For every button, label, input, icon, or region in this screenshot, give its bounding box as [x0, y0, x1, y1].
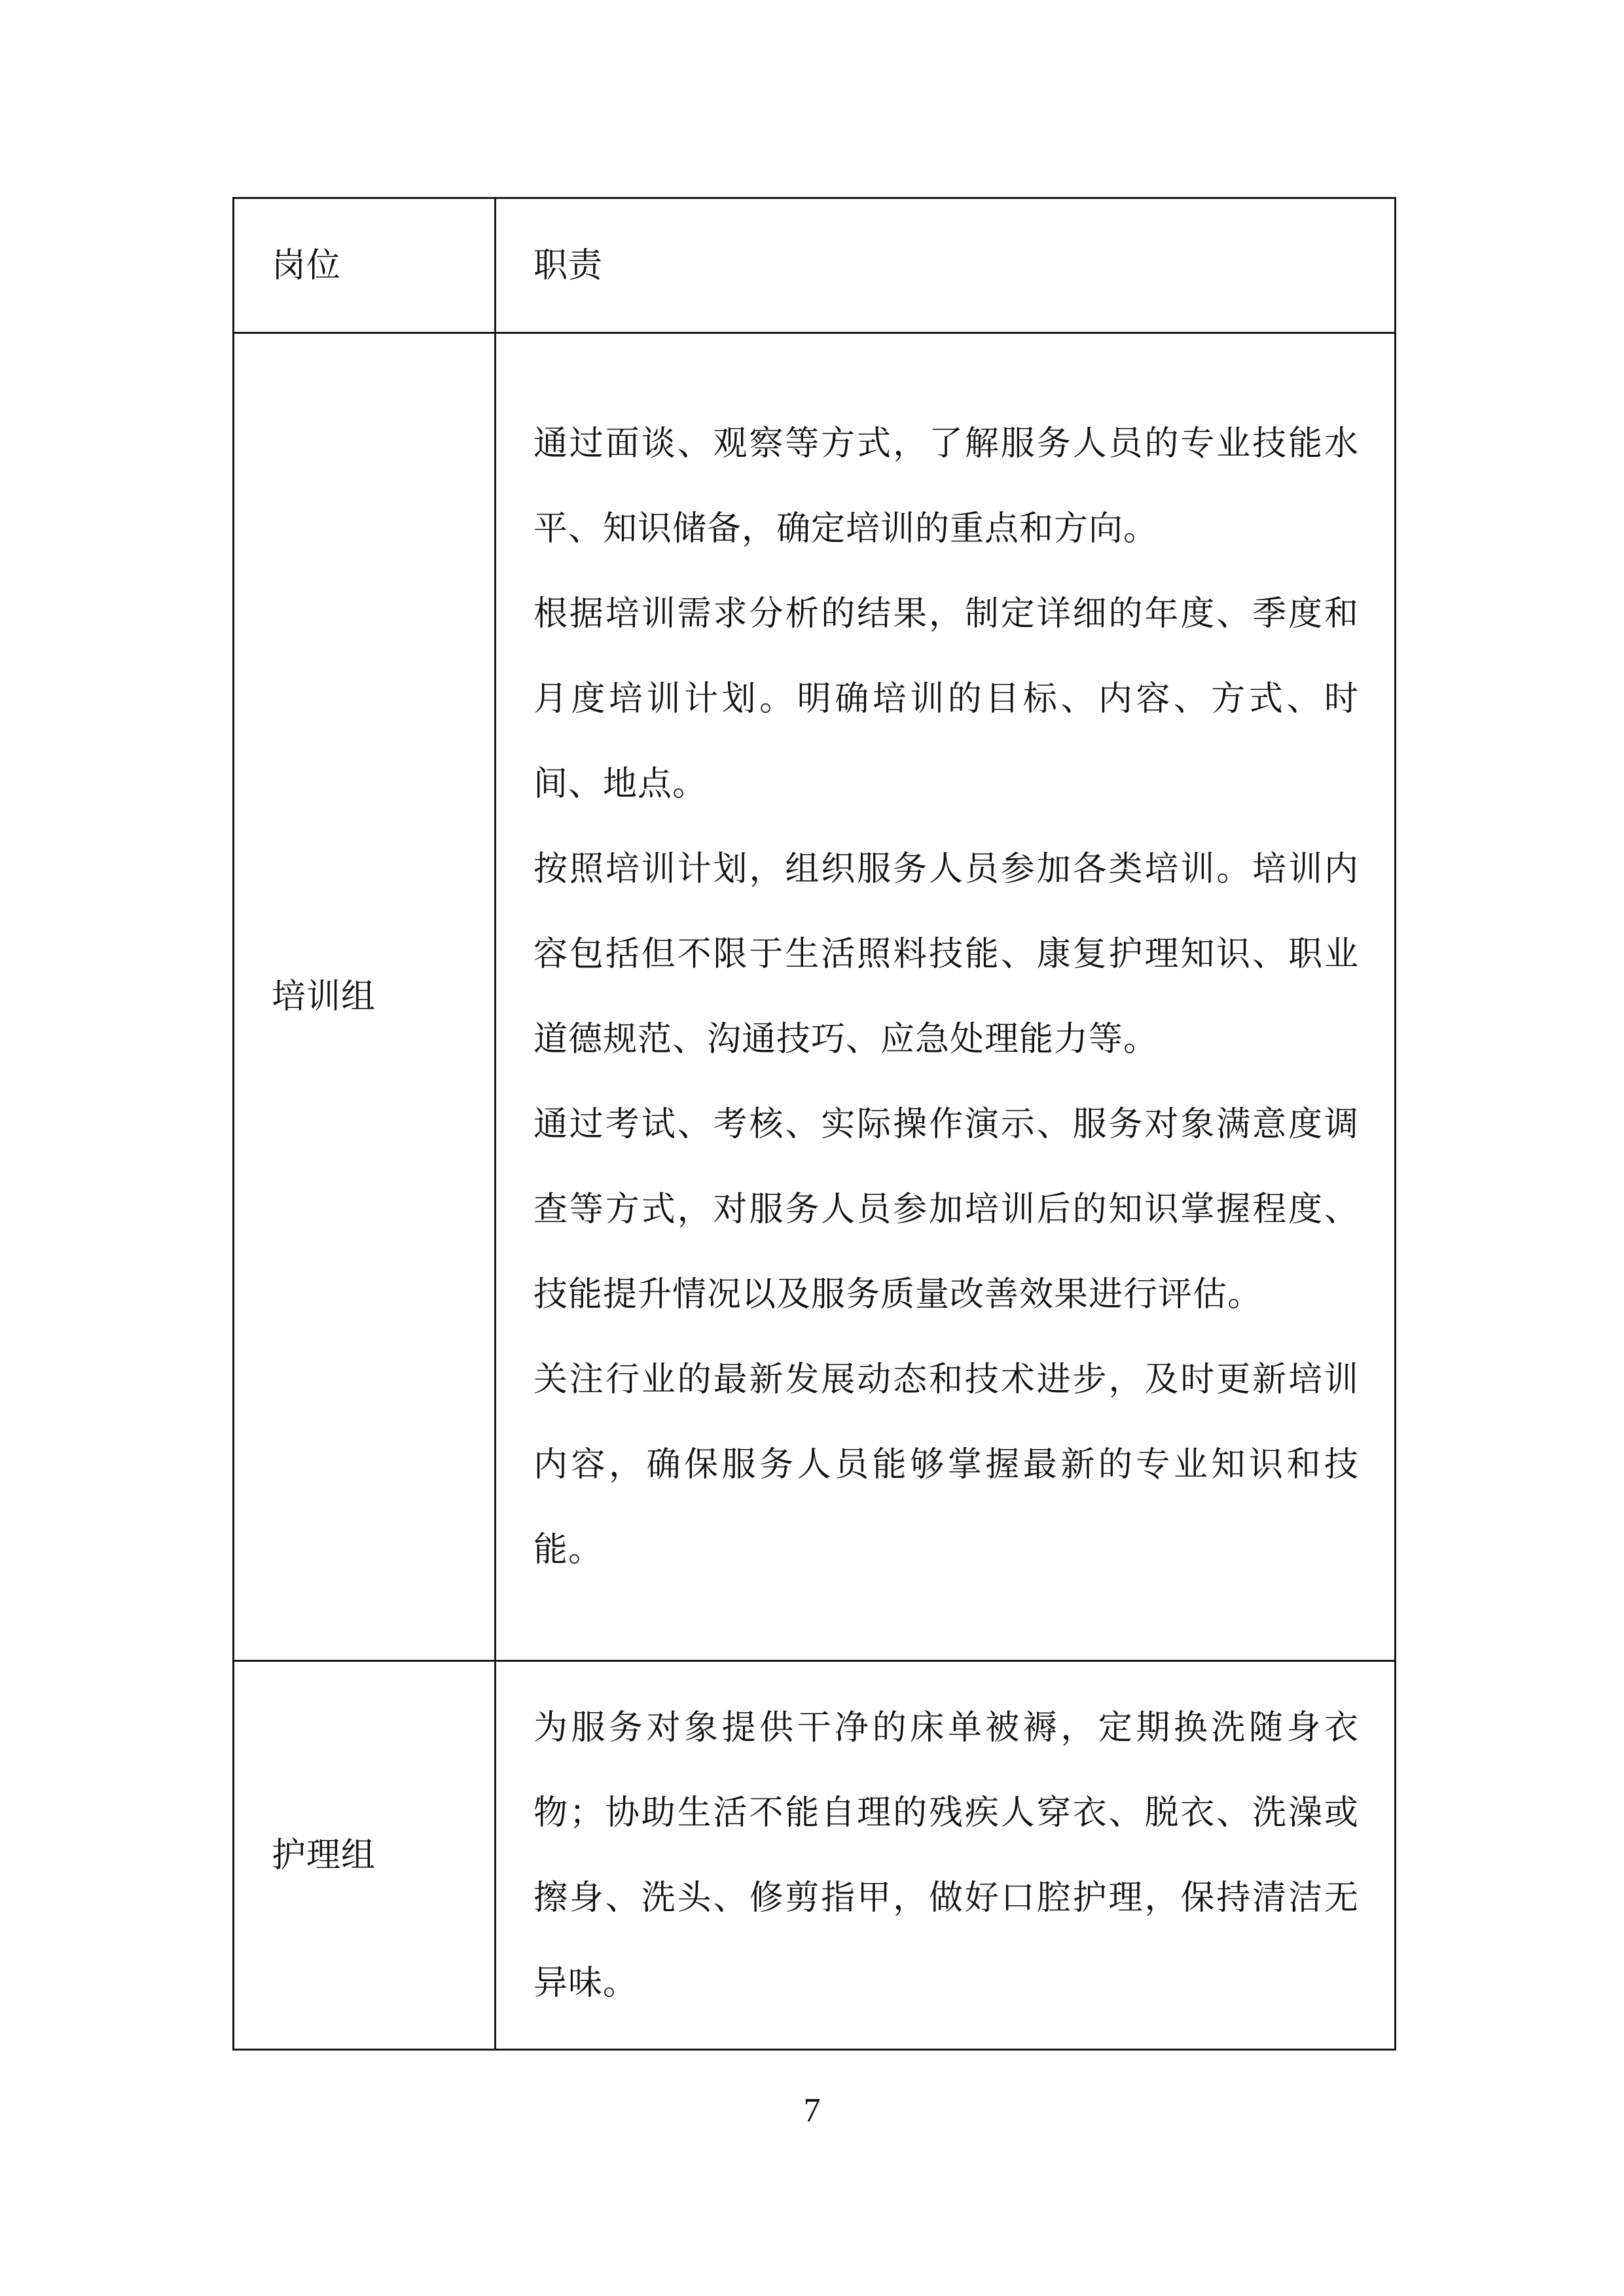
duty-paragraph: 关注行业的最新发展动态和技术进步，及时更新培训内容，确保服务人员能够掌握最新的专业知识和技能。	[533, 1360, 1359, 1570]
table-header-row	[234, 198, 1396, 333]
post-cell-training: 培训组	[234, 333, 496, 1661]
duty-paragraph: 通过考试、考核、实际操作演示、服务对象满意度调查等方式，对服务人员参加培训后的知识掌握程度、技能提升情况以及服务质量改善效果进行评估。	[533, 1105, 1359, 1314]
duty-table	[232, 197, 1396, 2051]
page-number: 7	[803, 2092, 821, 2129]
duty-paragraph: 为服务对象提供干净的床单被褥，定期换洗随身衣物；协助生活不能自理的残疾人穿衣、脱衣、洗澡或擦身、洗头、修剪指甲，做好口腔护理，保持清洁无异味。	[533, 1708, 1359, 2003]
post-cell-nursing: 护理组	[234, 1661, 496, 2050]
header-duty-cell: 职责	[496, 198, 1396, 333]
duty-paragraph: 按照培训计划，组织服务人员参加各类培训。培训内容包括但不限于生活照料技能、康复护理知识、职业道德规范、沟通技巧、应急处理能力等。	[533, 850, 1359, 1059]
duty-paragraph: 根据培训需求分析的结果，制定详细的年度、季度和月度培训计划。明确培训的目标、内容、方式、时间、地点。	[533, 594, 1359, 804]
header-post-cell: 岗位	[234, 198, 496, 333]
duty-paragraph: 通过面谈、观察等方式，了解服务人员的专业技能水平、知识储备，确定培训的重点和方向。	[533, 424, 1359, 548]
table-row	[234, 333, 1396, 1661]
duty-cell-nursing	[496, 1661, 1396, 2050]
table-row	[234, 1661, 1396, 2050]
duty-cell-training	[496, 333, 1396, 1661]
